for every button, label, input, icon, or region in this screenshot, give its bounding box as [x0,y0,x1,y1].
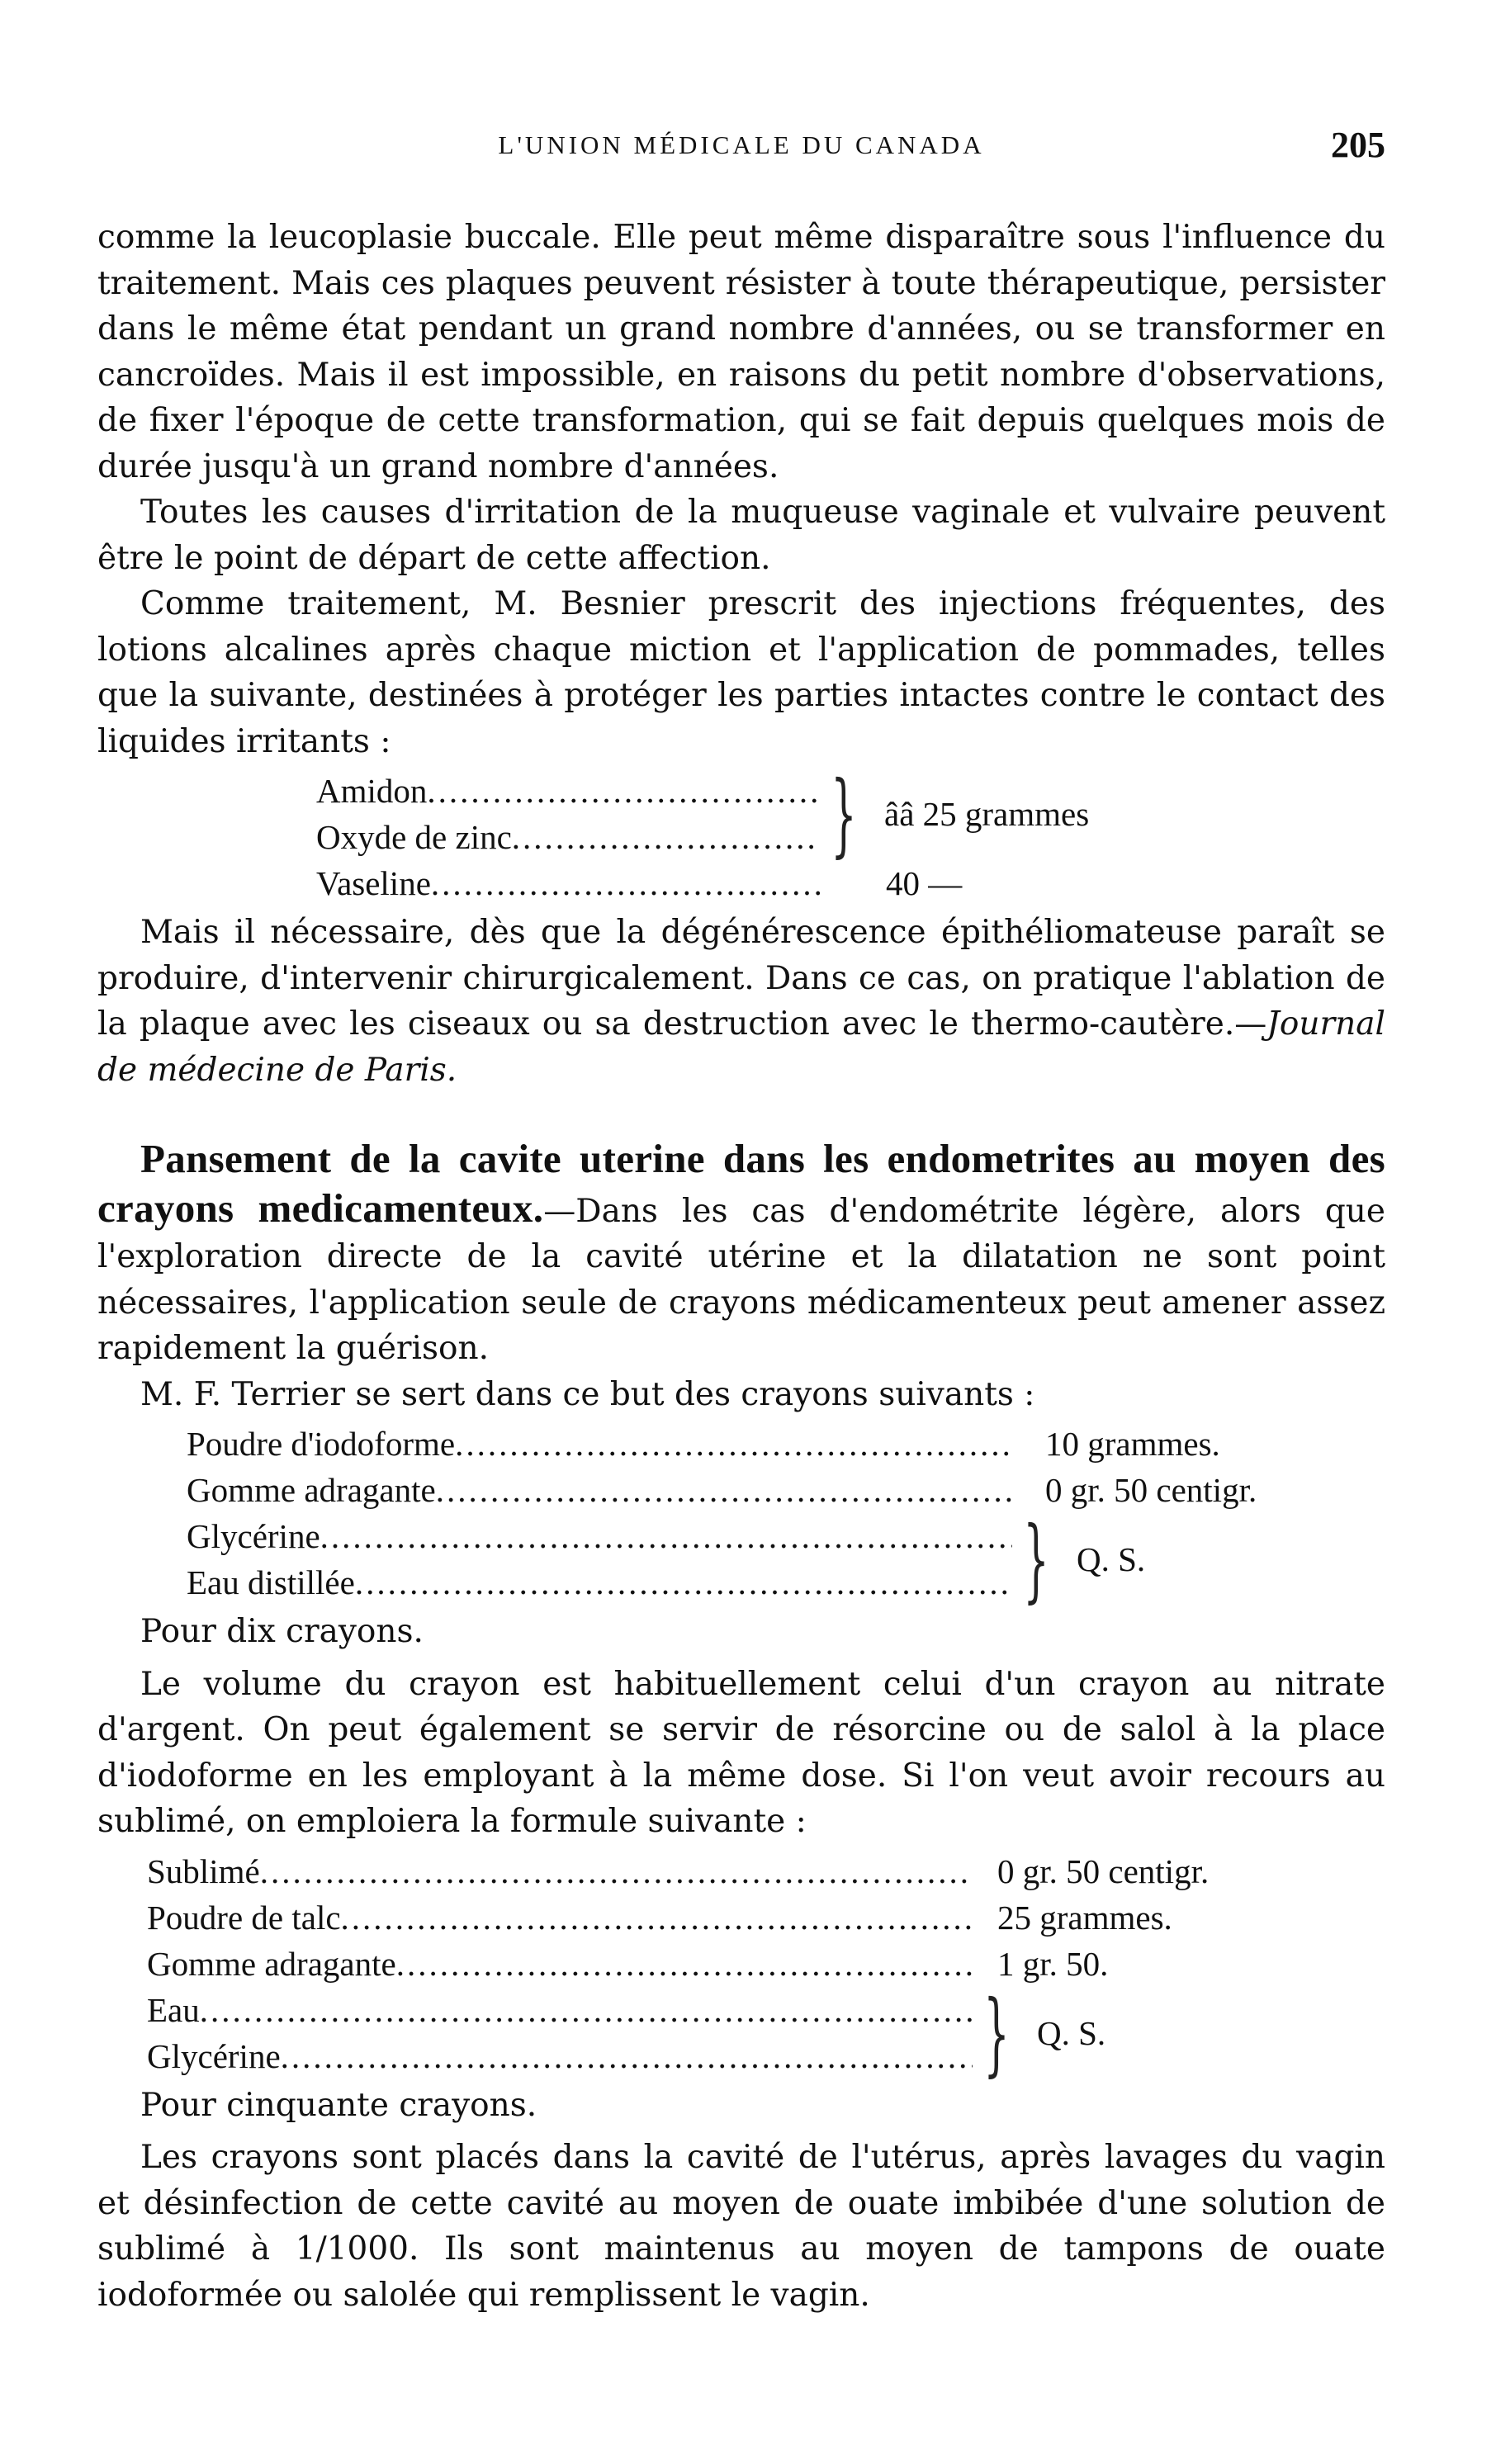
recipe-item: Eau distillée ..... [187,1559,1012,1606]
recipe-row [147,1941,1385,1987]
recipe-item: Gomme adragante ..... [147,1941,973,1987]
recipe-item: Gomme adragante ..... [187,1467,1012,1513]
paragraph-leucoplasie: comme la leucoplasie buccale. Elle peut même disparaître sous l'influence du traitement. Mais ces plaques peuvent résister à toute thérapeutique, persister dans le même état pendant un grand nombre d'années, ou se transformer en cancroïdes. Mais il est impossible, en raisons du petit nombre d'observations, de fixer l'époque de cette transformation, qui se fait depuis quelques mois de durée jusqu'à un grand nombre d'années. [97,219,1385,485]
recipe-row [187,1467,1385,1513]
brace-right: } [831,761,857,867]
recipe-qty-aa: ââ 25 grammes [884,795,1090,833]
paragraph-terrier: M. F. Terrier se sert dans ce but des crayons suivants : [140,1375,1035,1413]
recipe-item-vaseline: Vaseline ..... [316,860,820,906]
recipe-item: Eau ..... [147,1987,973,2033]
brace-right: } [1023,1506,1049,1612]
recipe-pommade [316,761,1385,906]
paragraph-volume: Le volume du crayon est habituellement celui d'un crayon au nitrate d'argent. On peut également se servir de résorcine ou de salol à la place d'iodoforme en les employant à la même dose. Si l'on veut avoir recours au sublimé, on emploiera la formule suivante : [97,1665,1385,1840]
recipe-item: Glycérine ..... [147,2033,973,2079]
recipe-crayons-iodoforme [187,1421,1385,1612]
recipe-item: Poudre d'iodoforme ..... [187,1421,1012,1467]
recipe-crayons-sublime [147,1848,1385,2086]
recipe-qty: 10 grammes. [1045,1425,1220,1463]
recipe-item: Poudre de talc ..... [147,1894,973,1941]
recipe-item: Glycérine ..... [187,1513,1012,1559]
section-pansement: Pansement de la cavite uterine dans les endometrites au moyen des crayons medicamenteux.—Dans les cas d'endométrite légère, alors que l'exploration directe de la cavité utérine et la dilatation ne sont point nécessaires, l'application seule de crayons médicamenteux peut amener assez rapidement la guérison. [97,1136,1386,1367]
recipe-qty: 0 gr. 50 centigr. [1045,1471,1257,1509]
paragraph-chirurgie: Mais il nécessaire, dès que la dégénérescence épithéliomateuse paraît se produire, d'intervenir chirurgicalement. Dans ce cas, on pratique l'ablation de la plaque avec les ciseaux ou sa destruction avec le thermo-cautère.—Journal de médecine de Paris. [97,914,1385,1089]
brace-right: } [983,1979,1010,2086]
recipe-group-qs [187,1506,1385,1612]
recipe-item-oxyde: Oxyde de zinc ..... [316,814,820,860]
recipe-qty: 0 gr. 50 centigr. [997,1852,1210,1890]
recipe-row [187,1421,1385,1467]
recipe-group-aa [316,761,1385,867]
recipe-footer: Pour cinquante crayons. [140,2086,537,2124]
recipe-item-amidon: Amidon ..... [316,768,820,814]
recipe-row [147,1848,1385,1894]
page-header [97,124,1385,177]
recipe-footer: Pour dix crayons. [140,1613,424,1650]
paragraph-traitement: Comme traitement, M. Besnier prescrit des injections fréquentes, des lotions alcalines après chaque miction et l'application de pommades, telles que la suivante, destinées à protéger les parties intactes contre le contact des liquides irritants : [97,585,1385,760]
recipe-qty: 25 grammes. [997,1898,1172,1937]
recipe-item: Sublimé ..... [147,1848,973,1894]
page-number: 205 [1331,125,1385,165]
recipe-row-vaseline [316,860,1385,906]
recipe-qty-qs: Q. S. [1037,2013,1106,2052]
recipe-qty-vaseline: 40 — [886,864,963,902]
recipe-group-qs [147,1979,1385,2086]
journal-source: Journal de médecine de Paris. [97,1005,1385,1089]
running-head: L'UNION MÉDICALE DU CANADA [498,130,985,159]
recipe-row [147,1894,1385,1941]
paragraph-application: Les crayons sont placés dans la cavité de l'utérus, après lavages du vagin et désinfection de cette cavité au moyen de ouate imbibée d'une solution de sublimé à 1/1000. Ils sont maintenus au moyen de tampons de ouate iodoformée ou salolée qui remplissent le vagin. [97,2139,1385,2314]
recipe-qty-qs: Q. S. [1077,1540,1146,1578]
page [97,124,1385,2318]
paragraph-causes: Toutes les causes d'irritation de la muqueuse vaginale et vulvaire peuvent être le point de départ de cette affection. [97,494,1385,577]
recipe-qty: 1 gr. 50. [997,1944,1109,1983]
section-title: Pansement de la cavite uterine dans les endometrites au moyen des crayons medicamenteux. [97,1136,1385,1231]
